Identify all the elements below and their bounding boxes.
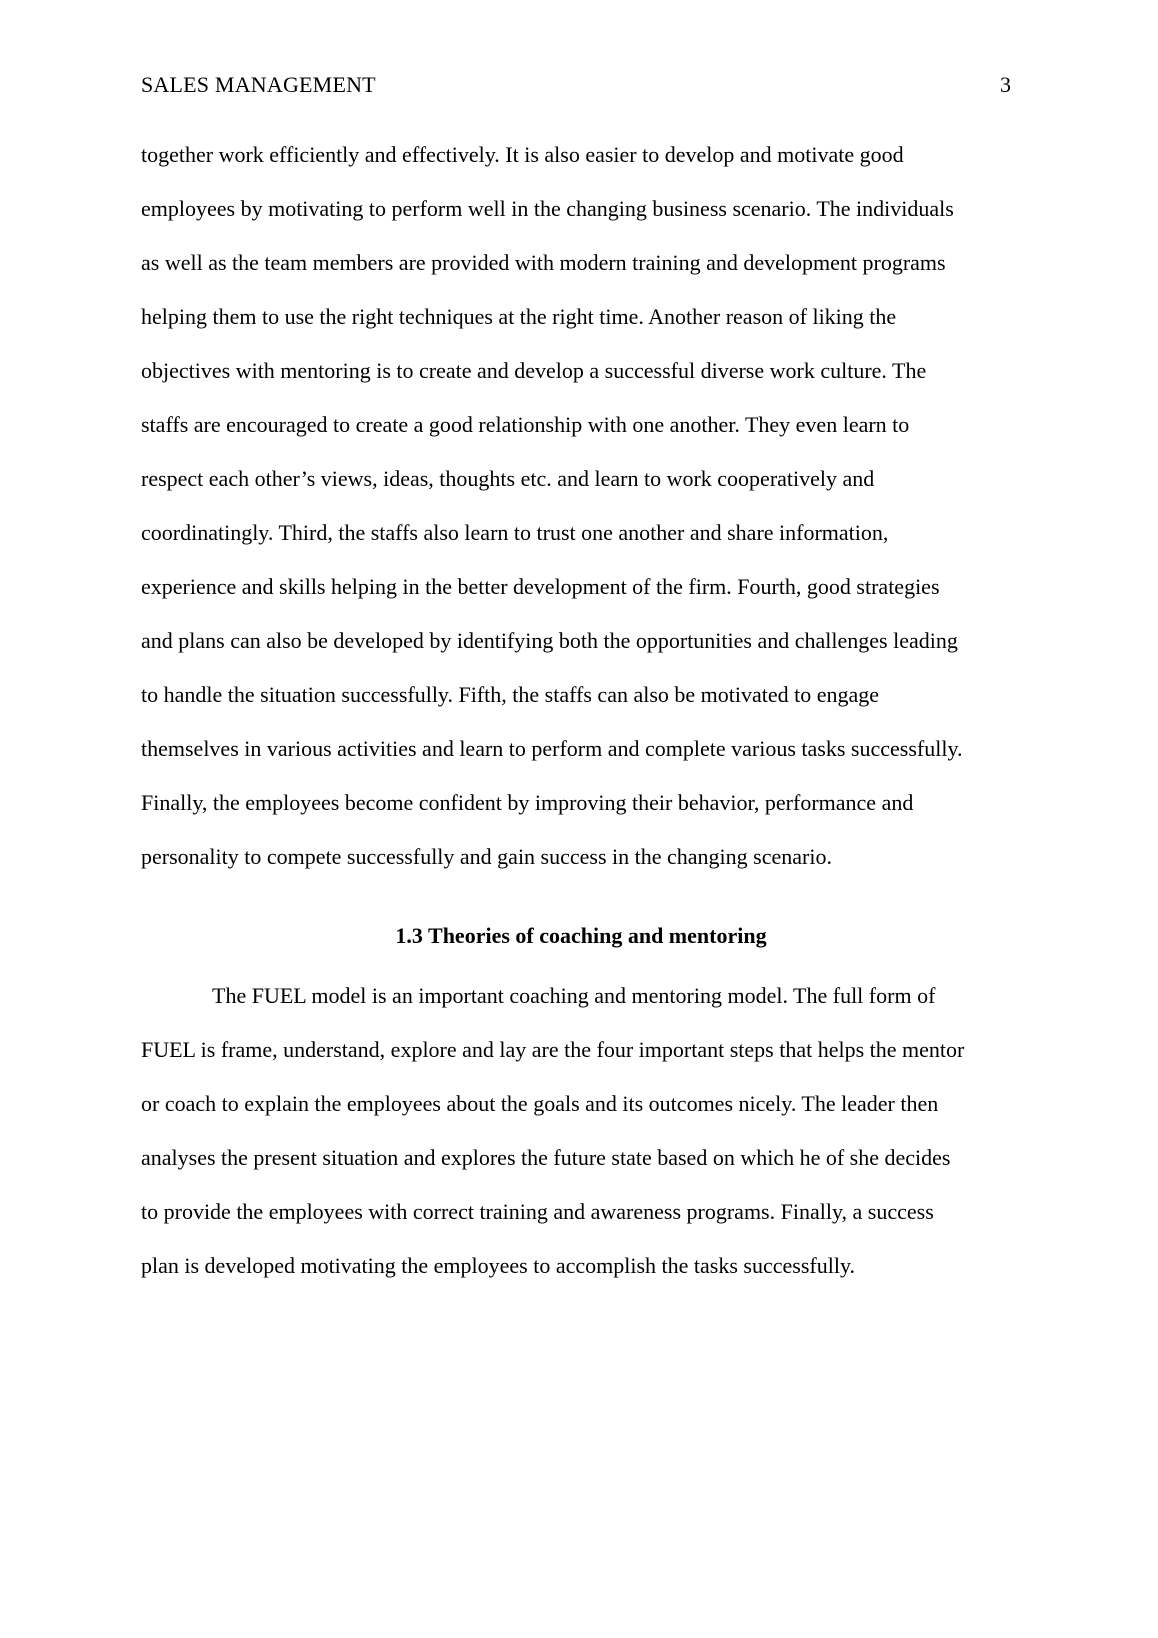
text-line: respect each other’s views, ideas, thoughts etc. and learn to work cooperatively and: [141, 466, 875, 491]
section-heading: 1.3 Theories of coaching and mentoring: [395, 923, 767, 948]
text-line: or coach to explain the employees about the goals and its outcomes nicely. The leader then: [141, 1091, 939, 1116]
text-line: FUEL is frame, understand, explore and lay are the four important steps that helps the mentor: [141, 1037, 965, 1062]
text-line: as well as the team members are provided with modern training and development programs: [141, 250, 946, 275]
text-line: together work efficiently and effectively. It is also easier to develop and motivate good: [141, 142, 904, 167]
text-line: and plans can also be developed by identifying both the opportunities and challenges leading: [141, 628, 958, 653]
text-line: helping them to use the right techniques at the right time. Another reason of liking the: [141, 304, 897, 329]
text-line: experience and skills helping in the better development of the firm. Fourth, good strategies: [141, 574, 940, 599]
page-number: 3: [1000, 72, 1011, 97]
paragraph-1: [141, 128, 1026, 884]
text-line: analyses the present situation and explores the future state based on which he of she decides: [141, 1145, 951, 1170]
paragraph-2: [141, 969, 1026, 1293]
text-line: coordinatingly. Third, the staffs also learn to trust one another and share information,: [141, 520, 889, 545]
text-line: themselves in various activities and learn to perform and complete various tasks successfully.: [141, 736, 963, 761]
running-head: SALES MANAGEMENT: [141, 72, 376, 97]
text-line: personality to compete successfully and gain success in the changing scenario.: [141, 844, 832, 869]
text-line: employees by motivating to perform well in the changing business scenario. The individuals: [141, 196, 954, 221]
text-line: plan is developed motivating the employees to accomplish the tasks successfully.: [141, 1253, 856, 1278]
text-line: staffs are encouraged to create a good relationship with one another. They even learn to: [141, 412, 910, 437]
text-line: The FUEL model is an important coaching and mentoring model. The full form of: [212, 983, 936, 1008]
page-header: [141, 70, 1011, 100]
text-line: objectives with mentoring is to create and develop a successful diverse work culture. The: [141, 358, 927, 383]
text-line: Finally, the employees become confident by improving their behavior, performance and: [141, 790, 914, 815]
text-line: to handle the situation successfully. Fifth, the staffs can also be motivated to engage: [141, 682, 880, 707]
text-line: to provide the employees with correct training and awareness programs. Finally, a success: [141, 1199, 934, 1224]
